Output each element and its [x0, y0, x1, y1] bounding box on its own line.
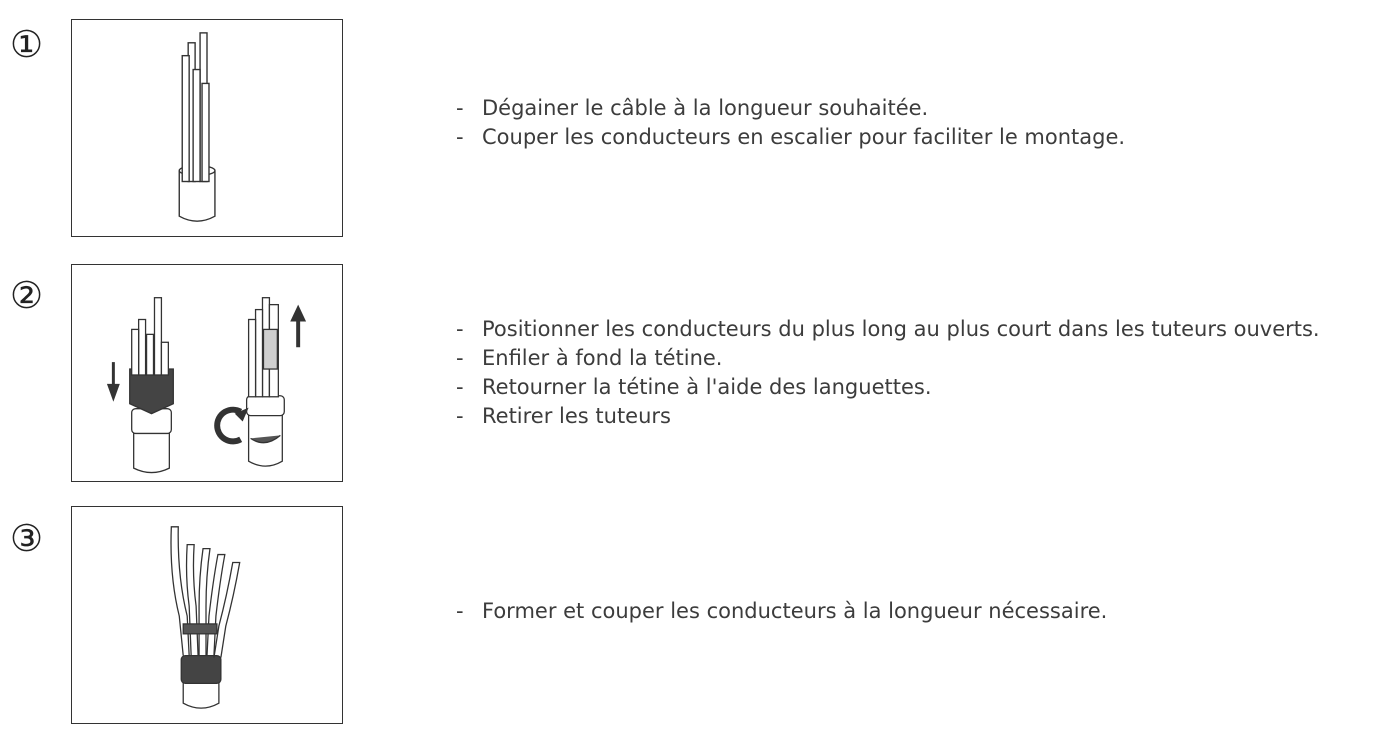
instruction-line: - Dégainer le câble à la longueur souhaitée.: [456, 94, 1125, 123]
instruction-line: - Enfiler à fond la tétine.: [456, 344, 1320, 373]
instruction-line: - Retourner la tétine à l'aide des languettes.: [456, 373, 1320, 402]
step-2-number: ②: [10, 274, 44, 317]
step-3-illustration: [71, 506, 343, 724]
instruction-line: - Positionner les conducteurs du plus long au plus court dans les tuteurs ouverts.: [456, 315, 1320, 344]
instruction-line: - Retirer les tuteurs: [456, 402, 1320, 431]
step-3-instructions: [456, 597, 1107, 626]
step-3-number: ③: [10, 517, 44, 560]
stripped-cable-icon: [72, 20, 342, 236]
step-1-instructions: [456, 94, 1125, 152]
instruction-line: - Couper les conducteurs en escalier pour faciliter le montage.: [456, 123, 1125, 152]
step-2-illustration: [71, 264, 343, 482]
formed-conductors-icon: [72, 507, 342, 723]
instruction-line: - Former et couper les conducteurs à la longueur nécessaire.: [456, 597, 1107, 626]
step-2-instructions: [456, 315, 1320, 431]
step-1-illustration: [71, 19, 343, 237]
sleeve-insertion-icon: [72, 265, 342, 481]
step-1-number: ①: [10, 23, 44, 66]
